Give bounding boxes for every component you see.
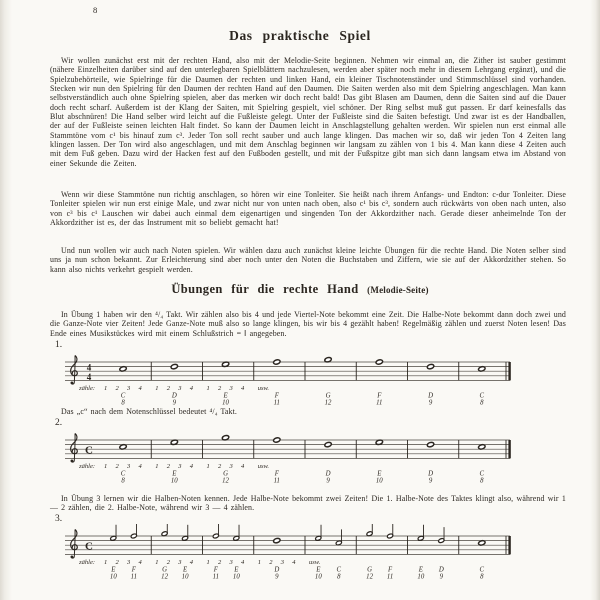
string-number-label: 10 [314, 573, 322, 581]
section-heading [0, 282, 600, 297]
string-number-label: 8 [337, 573, 341, 581]
string-number-label: 8 [480, 399, 484, 407]
count-number: 4 [138, 463, 142, 470]
time-signature: 4 [86, 372, 92, 382]
count-number: 3 [127, 463, 131, 470]
note-letter-label: D [274, 566, 280, 574]
paragraph-noten: Und nun wollen wir auch nach Noten spielen. Wir wählen dazu auch zunächst kleine leichte Übungen für die rechte Hand. Die Noten selber sind uns ja nun schon bekannt. Zur Erleichterung sind aber noch unter den Noten die Buchstaben und Ziffern, wie sie auf der Akkordzither stehen. So kann also nichts verkehrt gespielt werden. [50, 246, 566, 274]
count-number: 3 [178, 559, 182, 566]
count-number: 4 [189, 559, 193, 566]
string-number-label: 10 [222, 399, 229, 407]
note-letter-label: F [131, 566, 136, 574]
string-number-label: 9 [172, 399, 177, 407]
count-number: 1 [155, 385, 159, 392]
count-number: 1 [155, 559, 159, 566]
exercise-3-number: 3. [55, 514, 63, 524]
string-number-label: 10 [170, 477, 178, 485]
count-number: 4 [241, 559, 245, 566]
paragraph-tonleiter: Wenn wir diese Stammtöne nun richtig anschlagen, so hören wir eine Tonleiter. Sie heißt nach ihrem Anfangs- und Endton: c-dur Tonleiter. Diese Tonleiter spielen wir nun erst einige Male, und zwar nicht nur von unten nach oben, also c¹ bis c³, sondern auch rückwärts von oben nach unten, also von c³ bis c¹ Lauschen wir dabei auch einmal dem eigenartigen und singenden Ton der Akkordzither nach. Gerade dieser anheimelnde Ton der Akkordzither ist es, der das Instrument mit so beliebt gemacht hat! [50, 190, 566, 228]
count-label: zähle: [79, 385, 95, 392]
note-letter-label: E [172, 470, 177, 478]
whole-note [324, 442, 332, 448]
count-label: zähle: [79, 559, 95, 566]
note-letter-label: E [111, 566, 116, 574]
note-letter-label: D [171, 392, 177, 400]
treble-clef-icon [71, 530, 78, 559]
count-number: 3 [280, 559, 284, 566]
final-barline [508, 536, 510, 554]
count-number: 3 [178, 385, 182, 392]
count-number: 1 [104, 559, 108, 566]
whole-note [427, 442, 435, 448]
count-number: 3 [127, 385, 131, 392]
count-number: 1 [104, 463, 108, 470]
count-number: 3 [229, 385, 233, 392]
treble-clef-icon [71, 356, 78, 385]
note-letter-label: D [325, 470, 331, 478]
string-number-label: 12 [161, 573, 168, 581]
string-number-label: 11 [130, 573, 137, 581]
note-letter-label: C [479, 566, 485, 574]
paragraph-uebung1: In Übung 1 haben wir den ⁴/₄ Takt. Wir zählen also bis 4 und jede Viertel-Note bekommt eine Zeit. Die Halbe-Note bekommt dann doch zwei und die Ganze-Note vier Zeiten! Jede Ganze-Note muß also so lange klingen, bis wir bis 4 gezählt haben! Regelmäßig zählen und zuerst Noten lesen! Das Ende eines Musikstückes wird mit einem Schlußstrich = ‖ angegeben. [50, 310, 566, 338]
string-number-label: 8 [121, 477, 125, 485]
count-number: 2 [269, 559, 273, 566]
count-number: 4 [241, 463, 245, 470]
count-number: 2 [166, 559, 170, 566]
final-barline [508, 362, 510, 380]
time-signature: 4 [86, 362, 92, 373]
note-letter-label: G [162, 566, 168, 574]
clef-explanation: Das „c“ nach dem Notenschlüssel bedeutet ⁴/₄ Takt. [61, 407, 238, 416]
note-letter-label: D [438, 566, 444, 574]
section-title: Übungen für die rechte Hand [171, 282, 359, 296]
string-number-label: 8 [480, 477, 484, 485]
string-number-label: 9 [428, 399, 433, 407]
count-number: 2 [218, 385, 222, 392]
exercise-2-staff [0, 428, 600, 488]
page-number: 8 [93, 5, 98, 15]
string-number-label: 10 [109, 573, 117, 581]
count-number: 4 [138, 385, 142, 392]
note-letter-label: C [479, 392, 485, 400]
note-letter-label: F [213, 566, 218, 574]
count-number: 2 [115, 559, 119, 566]
whole-note [170, 364, 178, 370]
string-number-label: 11 [273, 477, 280, 485]
string-number-label: 12 [366, 573, 373, 581]
exercise-3-staff [0, 524, 600, 584]
count-number: 3 [229, 463, 233, 470]
count-number: 4 [241, 385, 245, 392]
count-number: 3 [178, 463, 182, 470]
count-number: 2 [166, 385, 170, 392]
exercise-2-number: 2. [55, 418, 63, 428]
whole-note [273, 359, 281, 365]
string-number-label: 9 [326, 477, 330, 485]
note-letter-label: F [274, 392, 279, 400]
whole-note [427, 364, 435, 370]
whole-note [375, 359, 383, 365]
section-subtitle: (Melodie-Seite) [367, 285, 429, 295]
string-number-label: 8 [121, 399, 125, 407]
count-number: 1 [206, 463, 210, 470]
string-number-label: 11 [386, 573, 394, 581]
note-letter-label: F [274, 470, 279, 478]
string-number-label: 12 [222, 477, 229, 485]
note-letter-label: G [367, 566, 373, 574]
count-number: 2 [115, 385, 119, 392]
count-number: 1 [257, 559, 261, 566]
note-letter-label: G [223, 470, 229, 478]
note-letter-label: C [479, 470, 485, 478]
count-number: 2 [115, 463, 119, 470]
string-number-label: 8 [480, 573, 484, 581]
count-number: 3 [229, 559, 233, 566]
string-number-label: 10 [375, 477, 383, 485]
string-number-label: 12 [324, 399, 332, 407]
count-number: 1 [206, 559, 210, 566]
count-number: 2 [166, 463, 170, 470]
note-letter-label: F [387, 566, 393, 574]
note-letter-label: C [120, 470, 126, 478]
string-number-label: 9 [439, 573, 444, 581]
exercise-1-staff [0, 350, 600, 410]
treble-clef-icon [71, 434, 78, 463]
note-letter-label: E [418, 566, 423, 574]
string-number-label: 9 [275, 573, 279, 581]
count-number: 3 [127, 559, 131, 566]
etc-label: usw. [257, 463, 270, 470]
string-number-label: 10 [232, 573, 240, 581]
final-barline [508, 440, 510, 458]
count-number: 4 [189, 463, 193, 470]
note-letter-label: E [234, 566, 239, 574]
count-number: 4 [138, 559, 142, 566]
page-title: Das praktische Spiel [229, 28, 371, 43]
note-letter-label: C [336, 566, 342, 574]
whole-note [273, 437, 281, 443]
count-number: 2 [218, 559, 222, 566]
etc-label: usw. [309, 559, 321, 566]
count-number: 2 [218, 463, 222, 470]
note-letter-label: C [120, 392, 126, 400]
string-number-label: 9 [428, 477, 433, 485]
count-label: zähle: [79, 463, 95, 470]
count-number: 1 [155, 463, 159, 470]
string-number-label: 11 [212, 573, 219, 581]
note-letter-label: F [377, 392, 382, 400]
note-letter-label: G [325, 392, 331, 400]
count-number: 1 [206, 385, 210, 392]
note-letter-label: E [182, 566, 188, 574]
note-letter-label: D [428, 470, 434, 478]
count-number: 4 [292, 559, 296, 566]
common-time-signature: C [85, 444, 93, 457]
paragraph-uebung3: In Übung 3 lernen wir die Halben-Noten kennen. Jede Halbe-Note bekommt zwei Zeiten! Die 1. Halbe-Note des Taktes klingt also, während wir 1 — 2 zählen, die 2. Halbe-Note, während wir 3 — 4 zählen. [50, 494, 566, 513]
string-number-label: 10 [417, 573, 425, 581]
paragraph-intro: Wir wollen zunächst erst mit der rechten Hand, also mit der Melodie-Seite beginnen. Nehmen wir einmal an, die Zither ist sauber gestimmt (nähere Einzelheiten darüber sind auf den unterlegbaren Spielblättern nachzulesen, werden aber später noch mehr in diesem Lehrgang ergänzt), und die Spielzubehörteile, wie Spielringe für die Daumen der rechten und linken Hand, ein kleiner Tischnotenständer und Stimmschlüssel sind vorhanden. Stecken wir nun den Spielring für den Daumen der rechten Hand auf den Daumen. Die Saiten werden also mit dem Spielring angeschlagen. Man kann selbstverständlich auch ohne Spielring spielen, aber das merken wir doch recht bald! Das gibt Blasen am Daumen, denn die Saiten sind auf die Dauer doch recht scharf. Außerdem ist der Klang der Saiten, mit Spielring gespielt, viel schöner. Der Ring selbst muß gut passen. Er darf keinesfalls das Blut abschnüren! Die Hand selber wird leicht auf die Fußleiste gelegt. Unter der Fußleiste sind die Saiten befestigt. Und zwar ist es der Handballen, der auf der Fußleiste seinen leichten Halt findet. So kann der Daumen leicht in Anschlagstellung gehalten werden. Wir spielen nun erst einmal alle Stammtöne vom c¹ bis hinauf zum c³. Jeder Ton soll recht sauber und auch lange klingen. Das machen wir so, daß wir jeden Ton 4 Zeiten lang klingen lassen. Der Ton wird also angeschlagen, und mit dem Anschlag beginnen wir langsam zu zählen von 1 bis 4. Man kann diese 4 Zeiten auch mit dem Fuß geben. Dazu wird der Hacken fest auf den Fußboden gestellt, und mit der Fußspitze gibt man sich dann langsam etwa im Abstand von einer Sekunde die Zeiten. [50, 56, 566, 168]
count-number: 4 [189, 385, 193, 392]
string-number-label: 10 [181, 573, 189, 581]
note-letter-label: E [316, 566, 321, 574]
note-letter-label: E [377, 470, 382, 478]
etc-label: usw. [257, 385, 270, 392]
string-number-label: 11 [376, 399, 383, 407]
whole-note [273, 538, 281, 544]
exercise-1-number: 1. [55, 340, 63, 350]
count-number: 1 [104, 385, 108, 392]
common-time-signature: C [85, 540, 93, 553]
string-number-label: 11 [273, 399, 280, 407]
note-letter-label: D [428, 392, 434, 400]
note-letter-label: E [223, 392, 228, 400]
